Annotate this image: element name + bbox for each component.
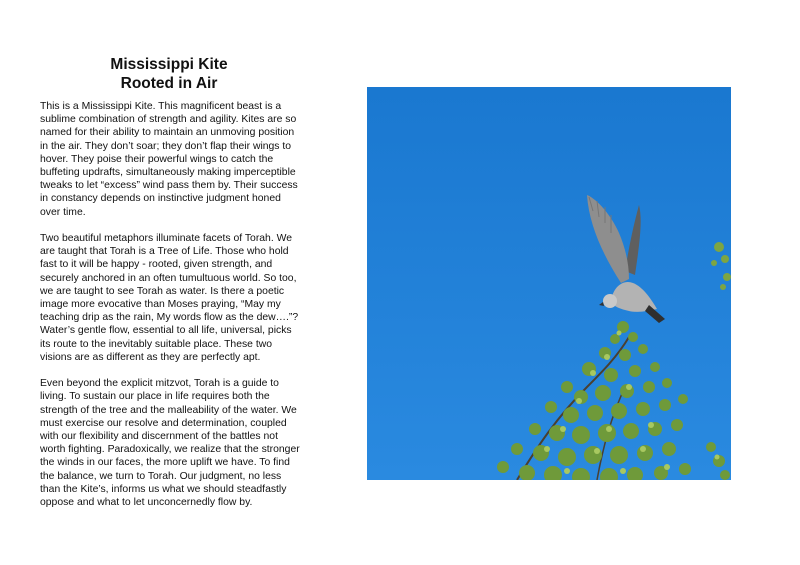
paragraph-3: Even beyond the explicit mitzvot, Torah is a guide to living. To sustain our place in life requires both the strength of the tree and the malleability of the water. We must exercise our resolve and determination, coupled with our flexibility and discernment of the battles not worth fighting. Paradoxically, we realize that the stronger the winds in our faces, the more uplift we have. To find the balance, we turn to Torah. Our judgment, no less than the Kite’s, informs us what we should steadfastly oppose and what to let unconcernedly flow by. <box>40 378 300 509</box>
title-block <box>40 55 298 93</box>
kite-photo <box>367 87 731 480</box>
kite-photo-illustration <box>367 87 731 480</box>
page-title: Mississippi Kite <box>110 56 228 73</box>
body-text <box>40 100 302 522</box>
page-subtitle: Rooted in Air <box>120 75 218 92</box>
paragraph-1: This is a Mississippi Kite. This magnificent beast is a sublime combination of strength and agility. Kites are so named for their ability to maintain an unmoving position in the air. They don’t soar; they don’t flap their wings to hover. They poise their powerful wings to catch the buffeting updrafts, simultaneously making imperceptible tweaks to let “excess” wind pass them by. Their success in constancy depends on instinctive judgment honed over time. <box>40 101 298 218</box>
paragraph-2: Two beautiful metaphors illuminate facets of Torah. We are taught that Torah is a Tree of Life. Those who hold fast to it will be happy - rooted, given strength, and securely anchored in an often tumultuous world. So too, we are taught to see Torah as water. Is there a poetic image more evocative than Moses praying, “May my teaching drip as the rain, My words flow as the dew….”? Water’s gentle flow, essential to all life, universal, picks its route to the inevitably suitable place. These two visions are as different as they are perfectly apt. <box>40 233 299 363</box>
